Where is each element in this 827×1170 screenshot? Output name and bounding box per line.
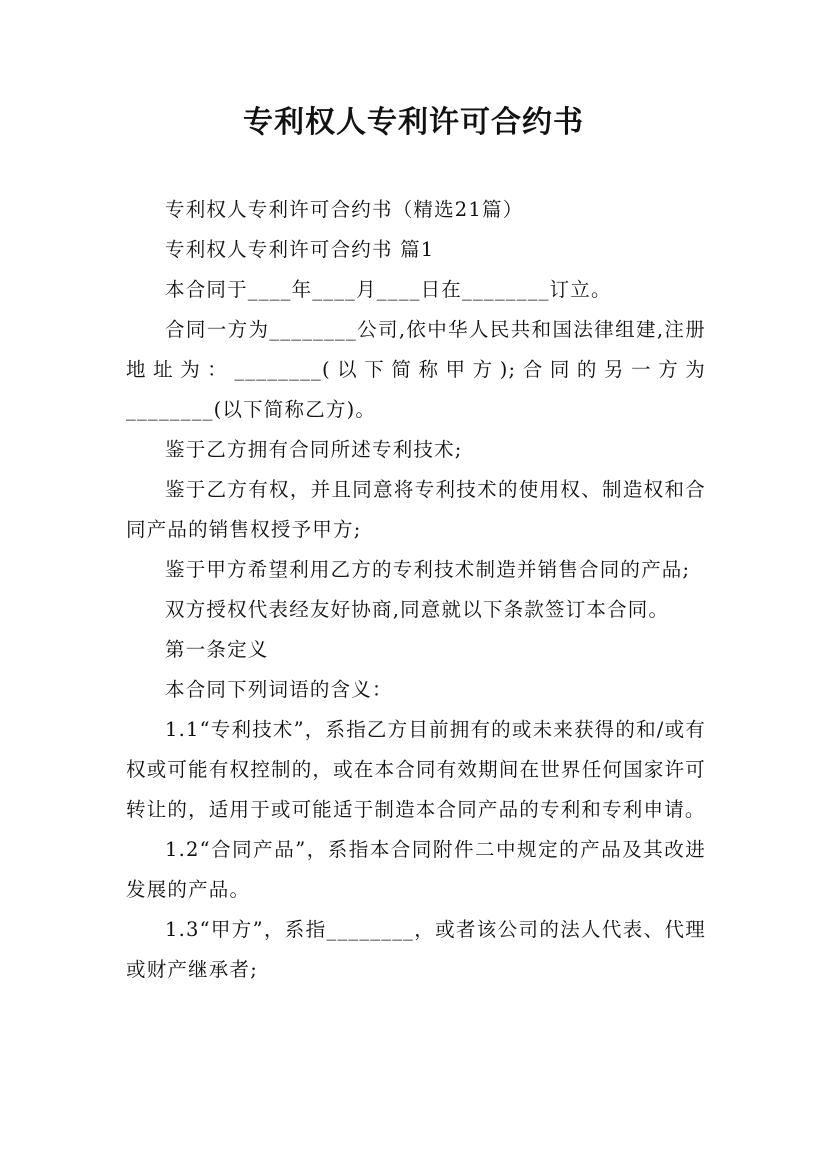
paragraph-parties: 合同一方为________公司,依中华人民共和国法律组建,注册地址为：________(以下简称甲方);合同的另一方为________(以下简称乙方)。 [126, 318, 706, 421]
paragraph-subtitle: 专利权人专利许可合约书（精选21篇） [165, 198, 524, 221]
paragraph-agreement: 双方授权代表经友好协商,同意就以下条款签订本合同。 [165, 598, 670, 621]
paragraph-recital-3: 鉴于甲方希望利用乙方的专利技术制造并销售合同的产品; [165, 558, 691, 581]
paragraph-recital-2: 鉴于乙方有权，并且同意将专利技术的使用权、制造权和合同产品的销售权授予甲方; [126, 478, 706, 541]
paragraph-definition-1-2: 1.2“合同产品”，系指本合同附件二中规定的产品及其改进发展的产品。 [126, 838, 706, 901]
paragraph-contract-date: 本合同于____年____月____日在________订立。 [165, 278, 612, 301]
document-body [126, 190, 706, 990]
document-title: 专利权人专利许可合约书 [243, 105, 584, 140]
paragraph-definitions-intro: 本合同下列词语的含义： [165, 678, 393, 701]
paragraph-section-heading: 专利权人专利许可合约书 篇1 [165, 238, 435, 261]
paragraph-recital-1: 鉴于乙方拥有合同所述专利技术; [165, 438, 463, 461]
paragraph-definition-1-3: 1.3“甲方”，系指________，或者该公司的法人代表、代理或财产继承者; [126, 918, 706, 981]
paragraph-article-1-heading: 第一条定义 [165, 638, 269, 661]
paragraph-definition-1-1: 1.1“专利技术”，系指乙方目前拥有的或未来获得的和/或有权或可能有权控制的，或在本合同有效期间在世界任何国家许可转让的，适用于或可能适于制造本合同产品的专利和专利申请。 [126, 718, 706, 821]
